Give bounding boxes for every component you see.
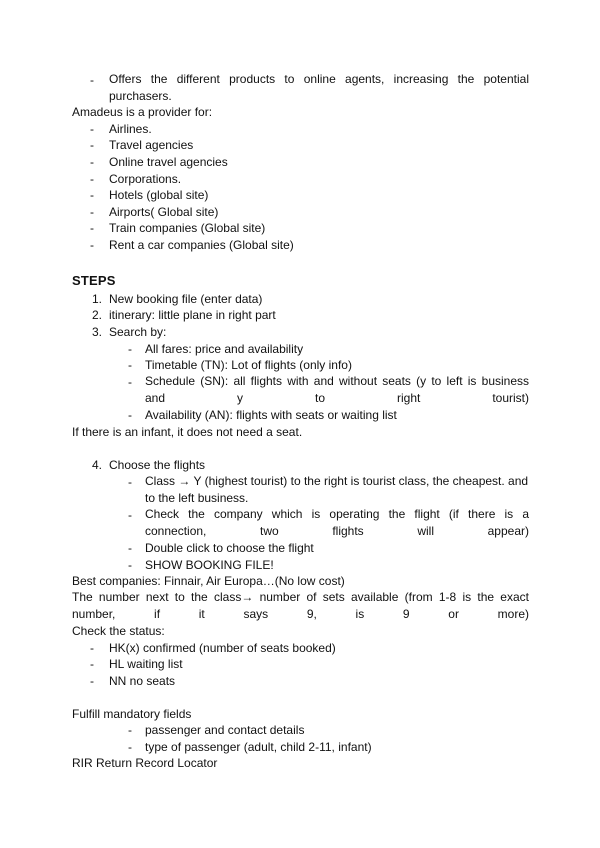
search-option: Schedule (SN): all flights with and without seats (y to left is business and y to right tourist)	[145, 374, 529, 405]
provider-item: Online travel agencies	[109, 155, 228, 169]
choose-flights-item: Check the company which is operating the flight (if there is a connection, two flights will appear)	[145, 507, 529, 538]
step-number: 2.	[91, 308, 102, 322]
provider-item: Airports( Global site)	[109, 205, 219, 219]
provider-intro: Amadeus is a provider for:	[72, 105, 213, 119]
search-option: Availability (AN): flights with seats or waiting list	[145, 408, 397, 422]
choose-flights-item: Double click to choose the flight	[145, 541, 314, 555]
bullet-dash: -	[128, 508, 132, 522]
bullet-dash: -	[128, 408, 132, 422]
bullet-dash: -	[90, 641, 94, 655]
check-status-label: Check the status:	[72, 624, 165, 638]
status-item: NN no seats	[109, 674, 176, 688]
search-option: Timetable (TN): Lot of flights (only info)	[145, 358, 352, 372]
steps-heading: STEPS	[72, 273, 116, 288]
step-text: Choose the flights	[109, 458, 206, 472]
intro-bullet-text: Offers the different products to online agents, increasing the potential purchasers.	[109, 72, 529, 103]
step-text: itinerary: little plane in right part	[109, 308, 276, 322]
bullet-dash: -	[128, 740, 132, 754]
best-companies: Best companies: Finnair, Air Europa…(No low cost)	[72, 574, 345, 588]
infant-note: If there is an infant, it does not need a seat.	[72, 425, 303, 439]
mandatory-item: type of passenger (adult, child 2-11, infant)	[145, 740, 372, 754]
bullet-dash: -	[90, 188, 94, 202]
mandatory-item: passenger and contact details	[145, 723, 305, 737]
bullet-dash: -	[90, 172, 94, 186]
step-text: Search by:	[109, 325, 167, 339]
step-number: 4.	[91, 458, 102, 472]
bullet-dash: -	[128, 558, 132, 572]
bullet-dash: -	[128, 475, 132, 489]
number-note: The number next to the class→ number of sets available (from 1-8 is the exact number, if it says 9, is 9 or more)	[72, 590, 529, 621]
provider-item: Corporations.	[109, 172, 182, 186]
choose-flights-item: SHOW BOOKING FILE!	[145, 558, 274, 572]
bullet-dash: -	[90, 122, 94, 136]
provider-item: Travel agencies	[109, 138, 194, 152]
step-number: 1.	[91, 292, 102, 306]
bullet-dash: -	[90, 73, 94, 87]
bullet-dash: -	[90, 221, 94, 235]
bullet-dash: -	[128, 342, 132, 356]
bullet-dash: -	[90, 205, 94, 219]
choose-flights-item: Class → Y (highest tourist) to the right is tourist class, the cheapest. and to the left business.	[145, 474, 529, 505]
step-number: 3.	[91, 325, 102, 339]
status-item: HL waiting list	[109, 657, 183, 671]
bullet-dash: -	[128, 541, 132, 555]
bullet-dash: -	[90, 138, 94, 152]
bullet-dash: -	[90, 674, 94, 688]
provider-item: Train companies (Global site)	[109, 221, 266, 235]
mandatory-heading: Fulfill mandatory fields	[72, 707, 192, 721]
bullet-dash: -	[128, 723, 132, 737]
bullet-dash: -	[90, 155, 94, 169]
bullet-dash: -	[90, 238, 94, 252]
provider-item: Hotels (global site)	[109, 188, 209, 202]
provider-item: Airlines.	[109, 122, 152, 136]
provider-item: Rent a car companies (Global site)	[109, 238, 294, 252]
rir-line: RIR Return Record Locator	[72, 756, 218, 770]
step-text: New booking file (enter data)	[109, 292, 263, 306]
bullet-dash: -	[128, 375, 132, 389]
bullet-dash: -	[90, 657, 94, 671]
bullet-dash: -	[128, 358, 132, 372]
search-option: All fares: price and availability	[145, 342, 304, 356]
status-item: HK(x) confirmed (number of seats booked)	[109, 641, 336, 655]
